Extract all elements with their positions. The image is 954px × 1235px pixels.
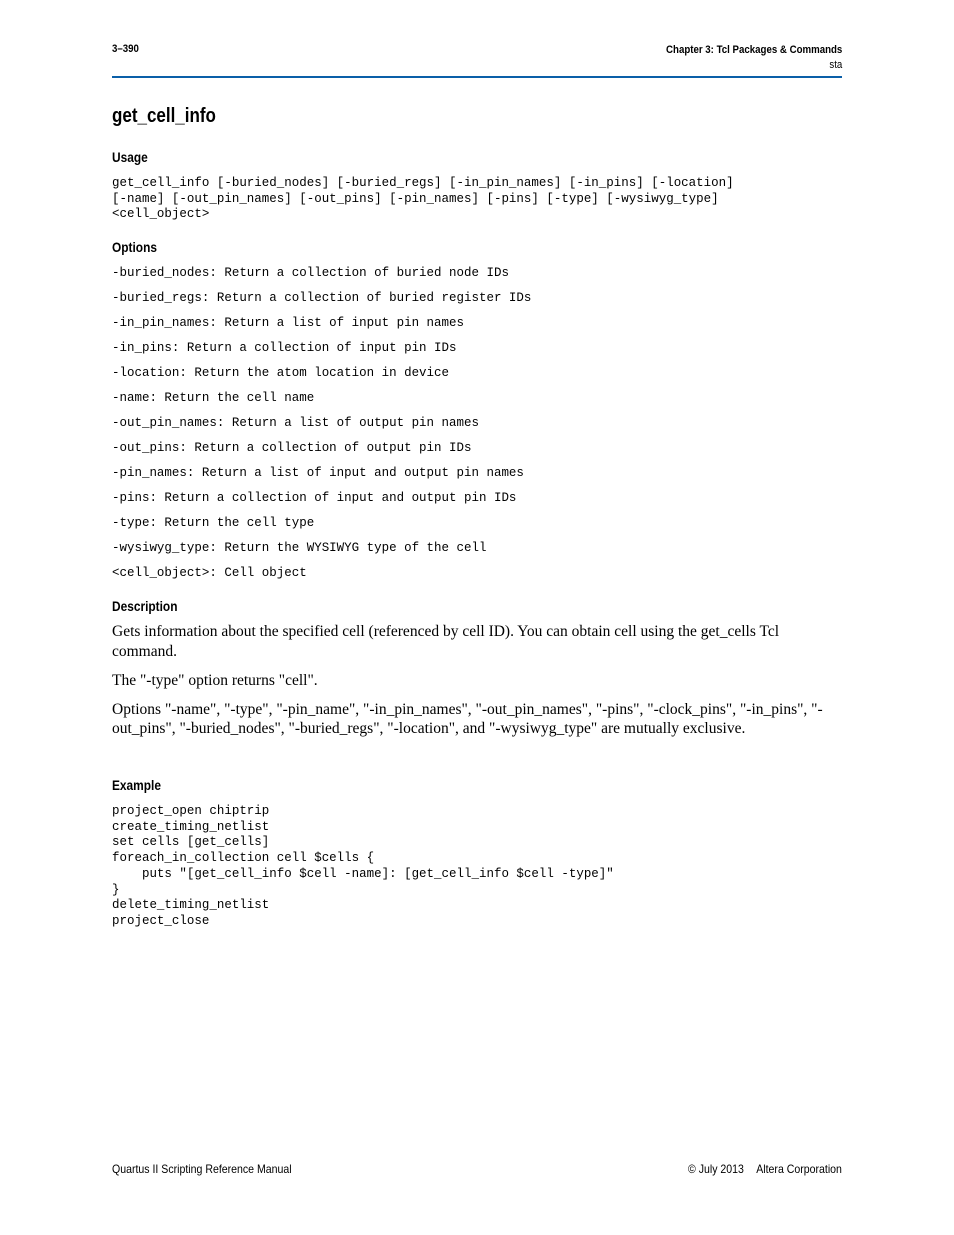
page-number: 3–390 <box>112 43 139 55</box>
package-name: sta <box>829 59 842 71</box>
description-paragraph: Options "-name", "-type", "-pin_name", "-in_pin_names", "-out_pin_names", "-pins", "-clock_pins", "-in_pins", "-out_pins", "-buried_nodes", "-buried_regs", "-location", and "-wysiwyg_type" are mutually exclusive. <box>112 700 823 737</box>
description-heading: Description <box>112 598 178 614</box>
option-item: <cell_object>: Cell object <box>112 565 307 580</box>
option-item: -buried_regs: Return a collection of buried register IDs <box>112 290 532 305</box>
running-header <box>642 43 842 73</box>
example-heading: Example <box>112 777 161 793</box>
option-item: -out_pin_names: Return a list of output pin names <box>112 415 479 430</box>
option-item: -buried_nodes: Return a collection of buried node IDs <box>112 265 509 280</box>
option-item: -pin_names: Return a list of input and output pin names <box>112 465 524 480</box>
usage-code: get_cell_info [-buried_nodes] [-buried_regs] [-in_pin_names] [-in_pins] [-location] [-name] [-out_pin_names] [-out_pins] [-pin_names] [-pins] [-type] [-wysiwyg_type] <cell_object> <box>112 175 734 222</box>
description-paragraph: Gets information about the specified cell (referenced by cell ID). You can obtain cell using the get_cells Tcl command. <box>112 623 780 660</box>
description-paragraph: The "-type" option returns "cell". <box>112 671 318 689</box>
description-body <box>112 622 844 748</box>
option-item: -pins: Return a collection of input and output pin IDs <box>112 490 517 505</box>
footer-company: Altera Corporation <box>756 1162 842 1176</box>
example-code: project_open chiptrip create_timing_netlist set cells [get_cells] foreach_in_collection cell $cells { puts "[get_cell_info $cell -name]: [get_cell_info $cell -type]" } delete_timing_netlist project_close <box>112 803 614 928</box>
option-item: -name: Return the cell name <box>112 390 315 405</box>
options-heading: Options <box>112 239 157 255</box>
option-item: -location: Return the atom location in device <box>112 365 450 380</box>
option-item: -in_pin_names: Return a list of input pin names <box>112 315 465 330</box>
footer-manual-title: Quartus II Scripting Reference Manual <box>112 1162 292 1176</box>
footer-date: © July 2013 <box>688 1162 744 1176</box>
command-title: get_cell_info <box>112 105 216 127</box>
option-item: -out_pins: Return a collection of output pin IDs <box>112 440 472 455</box>
option-item: -type: Return the cell type <box>112 515 315 530</box>
usage-heading: Usage <box>112 149 148 165</box>
header-rule <box>112 76 842 78</box>
footer-right <box>688 1162 842 1176</box>
option-item: -wysiwyg_type: Return the WYSIWYG type of the cell <box>112 540 487 555</box>
option-item: -in_pins: Return a collection of input pin IDs <box>112 340 457 355</box>
chapter-title: Chapter 3: Tcl Packages & Commands <box>665 44 842 56</box>
options-list <box>112 265 549 590</box>
